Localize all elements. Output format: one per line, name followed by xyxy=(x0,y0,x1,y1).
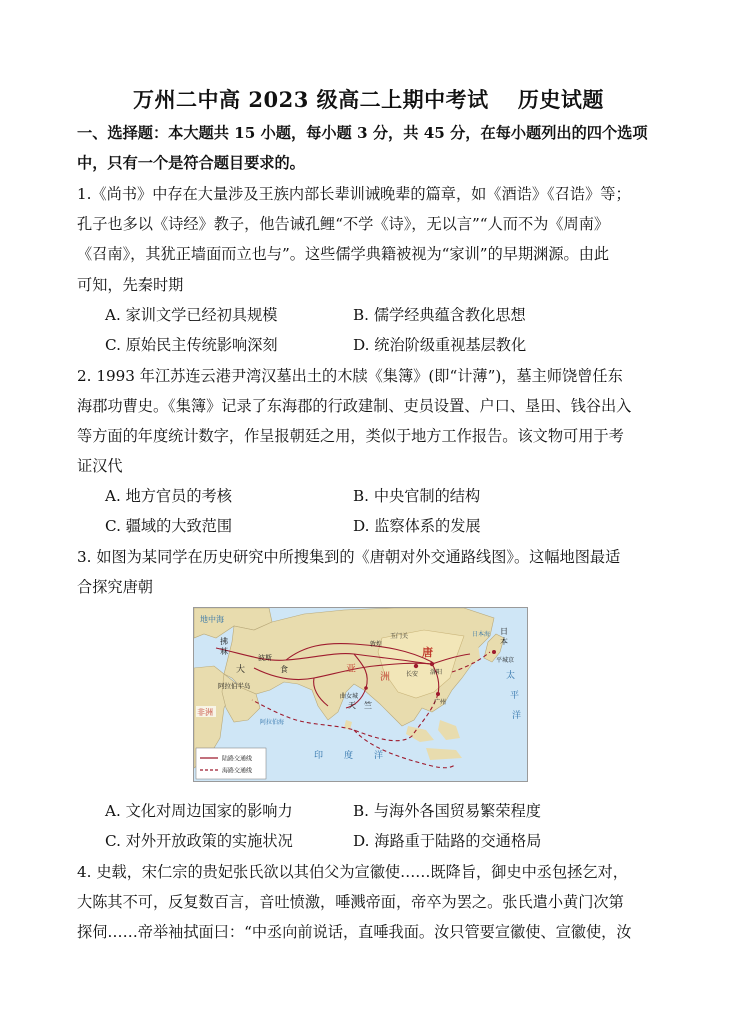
q3-option-c: C. 对外开放政策的实施状况 xyxy=(105,832,293,850)
legend-land-label: 陆路交通线 xyxy=(222,755,253,763)
map-label-arabia: 阿拉伯半岛 xyxy=(218,682,251,690)
map-label-arabian-sea: 阿拉伯海 xyxy=(260,719,285,726)
map-label-da: 大 xyxy=(236,665,246,675)
map-label-qunv: 曲女城 xyxy=(340,693,359,700)
city-dot-luoyang xyxy=(430,662,434,666)
city-dot-qunv xyxy=(364,686,368,690)
q2-line-3: 等方面的年度统计数字，作呈报朝廷之用，类似于地方工作报告。该文物可用于考 xyxy=(77,427,624,445)
map-label-yindu-2: 度 xyxy=(344,751,354,761)
q1-option-d: D. 统治阶级重视基层教化 xyxy=(353,336,527,354)
map-label-yumen: 玉门关 xyxy=(390,633,409,640)
q2-option-b: B. 中央官制的结构 xyxy=(353,487,481,505)
q3-option-a: A. 文化对周边国家的影响力 xyxy=(105,802,293,820)
map-label-africa: 非洲 xyxy=(197,708,213,717)
map-label-ping: 平 xyxy=(510,691,520,701)
city-dot-changan xyxy=(414,664,418,668)
q1-option-a: A. 家训文学已经初具规模 xyxy=(105,306,278,324)
map-label-guangzhou: 广州 xyxy=(434,699,447,706)
map-label-yang: 洋 xyxy=(512,711,522,721)
map-label-ya: 亚 xyxy=(346,664,356,675)
map-label-bosi: 波斯 xyxy=(258,654,272,662)
map-label-zhou: 洲 xyxy=(380,672,390,683)
map-label-luoyang: 洛阳 xyxy=(430,669,443,676)
map-label-tianzhu-1: 天 xyxy=(348,701,356,710)
map-label-pingcheng: 平城京 xyxy=(496,657,515,664)
q1-option-b: B. 儒学经典蕴含教化思想 xyxy=(353,306,526,324)
map-label-sea-of-japan: 日本海 xyxy=(472,631,491,638)
legend-sea-label: 海路交通线 xyxy=(222,767,253,775)
q2-option-c: C. 疆域的大致范围 xyxy=(105,517,233,535)
map-label-tai: 太 xyxy=(506,671,516,681)
map-label-ri: 日 xyxy=(500,627,508,636)
city-dot-guangzhou xyxy=(436,692,440,696)
map-label-fulin-2: 菻 xyxy=(220,647,228,656)
q2-option-d: D. 监察体系的发展 xyxy=(353,517,481,535)
map-label-changan: 长安 xyxy=(406,671,419,678)
q3-option-b: B. 与海外各国贸易繁荣程度 xyxy=(353,802,541,820)
city-dot-pingcheng xyxy=(492,650,496,654)
map-label-shi: 食 xyxy=(280,665,288,674)
page-title: 万州二中高 2023 级高二上期中考试 历史试题 xyxy=(133,87,604,112)
section-instruction-line-1: 一、选择题：本大题共 15 小题，每小题 3 分，共 45 分，在每小题列出的四个选项 xyxy=(77,124,648,142)
q1-line-4: 可知，先秦时期 xyxy=(77,276,184,294)
q2-line-2: 海郡功曹史。《集簿》记录了东海郡的行政建制、吏员设置、户口、垦田、钱谷出入 xyxy=(77,397,632,415)
map-label-dunhuang: 敦煌 xyxy=(370,641,383,648)
q4-line-1: 4. 史载，宋仁宗的贵妃张氏欲以其伯父为宣徽使……既降旨，御史中丞包拯乞对， xyxy=(77,863,628,881)
q3-line-1: 3. 如图为某同学在历史研究中所搜集到的《唐朝对外交通路线图》。这幅地图最适 xyxy=(77,548,621,566)
q3-line-2: 合探究唐朝 xyxy=(77,578,153,596)
section-instruction-line-2: 中，只有一个是符合题目要求的。 xyxy=(77,154,305,172)
q2-line-4: 证汉代 xyxy=(77,457,123,475)
map-label-mediterranean: 地中海 xyxy=(200,615,224,624)
q1-line-2: 孔子也多以《诗经》教子，他告诫孔鲤“不学《诗》，无以言”“人而不为《周南》 xyxy=(77,215,610,233)
q2-option-a: A. 地方官员的考核 xyxy=(105,487,232,505)
q1-line-1: 1.《尚书》中存在大量涉及王族内部长辈训诫晚辈的篇章，如《酒诰》《召诰》等； xyxy=(77,185,631,203)
q2-line-1: 2. 1993 年江苏连云港尹湾汉墓出土的木牍《集簿》(即“计薄”)，墓主师饶曾任东 xyxy=(77,367,623,385)
map-label-tang: 唐 xyxy=(422,646,433,659)
q1-line-3: 《召南》，其犹正墙面而立也与”。这些儒学典籍被视为“家训”的早期渊源。由此 xyxy=(77,245,610,263)
q3-option-d: D. 海路重于陆路的交通格局 xyxy=(353,832,542,850)
tang-routes-map-svg xyxy=(194,608,527,781)
q4-line-2: 大陈其不可，反复数百言，音吐愤激，唾溅帝面，帝卒为罢之。张氏遣小黄门次第 xyxy=(77,893,624,911)
map-label-tianzhu-2: 竺 xyxy=(364,701,372,710)
map-label-yindu-1: 印 xyxy=(314,751,324,761)
tang-routes-map xyxy=(193,607,528,782)
q1-option-c: C. 原始民主传统影响深刻 xyxy=(105,336,278,354)
map-label-yindu-3: 洋 xyxy=(374,751,384,761)
map-legend xyxy=(196,748,266,779)
map-label-ben: 本 xyxy=(500,637,508,646)
q4-line-3: 探伺……帝举袖拭面曰：“中丞向前说话，直唾我面。汝只管要宣徽使、宣徽使，汝 xyxy=(77,923,632,941)
map-label-fulin-1: 拂 xyxy=(220,637,228,646)
